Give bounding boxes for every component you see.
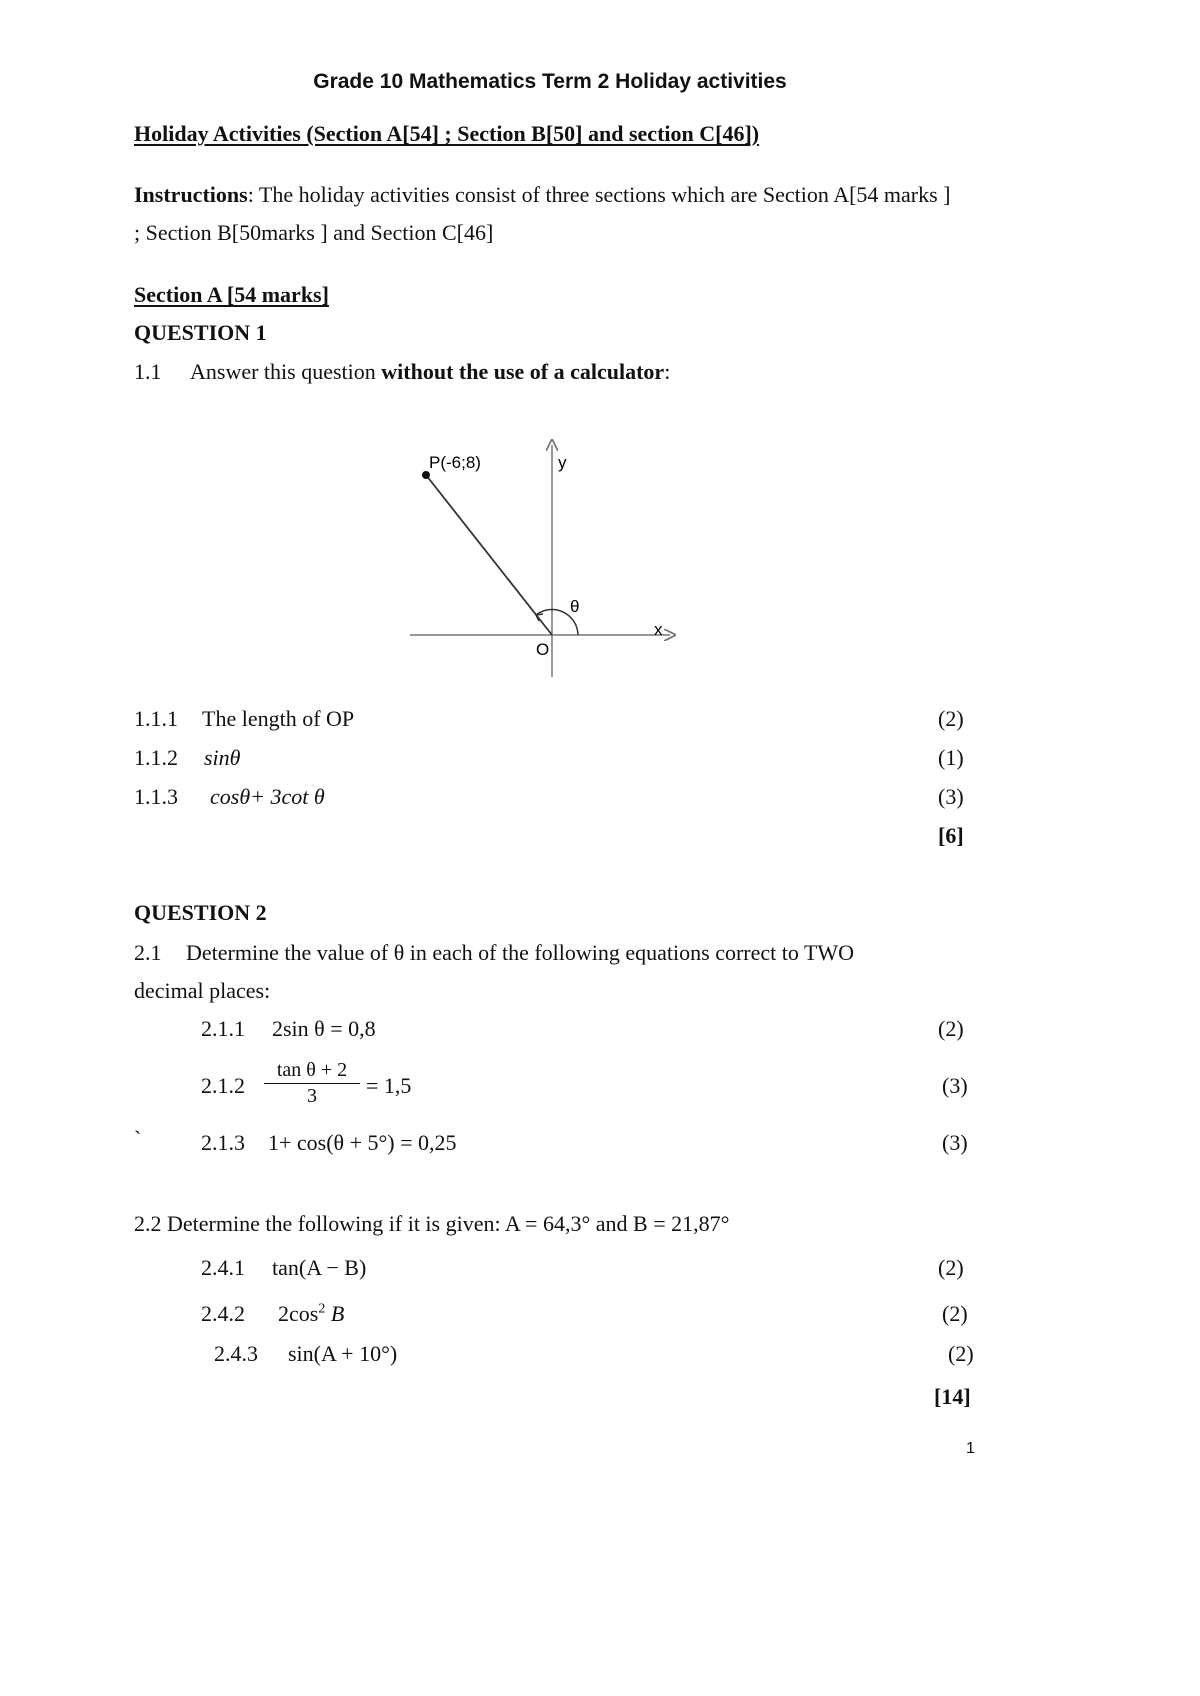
trig-diagram xyxy=(400,435,690,685)
fraction-numerator: tan θ + 2 xyxy=(264,1059,360,1084)
q2-item2-marks: (2) xyxy=(948,1341,974,1366)
q1-item-marks: (3) xyxy=(938,784,964,809)
q2-item2-marks: (2) xyxy=(938,1255,964,1280)
q2-intro-number: 2.1 xyxy=(134,940,162,965)
stray-mark: ` xyxy=(134,1126,142,1151)
fraction xyxy=(264,1059,360,1108)
q2-item2-num: 2.4.1 xyxy=(201,1255,245,1280)
q1-text-start: Answer this question xyxy=(190,359,382,384)
y-axis-label: y xyxy=(558,453,567,472)
cos-text: 2cos xyxy=(278,1301,319,1326)
cos-variable: B xyxy=(325,1301,345,1326)
q2-item-num: 2.1.2 xyxy=(201,1073,245,1098)
q1-item-num: 1.1.1 xyxy=(134,706,178,731)
q1-item-num: 1.1.3 xyxy=(134,784,178,809)
question-2-title: QUESTION 2 xyxy=(134,900,267,925)
q1-item-text: The length of OP xyxy=(202,706,355,731)
q2-item-num: 2.1.1 xyxy=(201,1016,245,1041)
instructions-line2: ; Section B[50marks ] and Section C[46] xyxy=(134,220,494,245)
q2-item-num: 2.1.3 xyxy=(201,1130,245,1155)
angle-label: θ xyxy=(570,597,580,616)
q1-item-num: 1.1.2 xyxy=(134,745,178,770)
q2-part2: 2.2 Determine the following if it is given: A = 64,3° and B = 21,87° xyxy=(134,1211,730,1236)
q1-item-text: cosθ+ 3cot θ xyxy=(210,784,325,809)
fraction-rhs: = 1,5 xyxy=(366,1073,412,1098)
q2-item-marks: (2) xyxy=(938,1016,964,1041)
q2-item2-marks: (2) xyxy=(942,1301,968,1326)
x-axis-label: x xyxy=(654,620,663,639)
op-line xyxy=(426,475,552,635)
q1-text-end: : xyxy=(664,359,671,384)
q1-item-text: sinθ xyxy=(204,745,241,770)
question-1-title: QUESTION 1 xyxy=(134,320,267,345)
q2-item-marks: (3) xyxy=(942,1130,968,1155)
q2-item2-num: 2.4.2 xyxy=(201,1301,245,1326)
question-2-total: [14] xyxy=(934,1384,971,1409)
q2-intro-line2: decimal places: xyxy=(134,978,271,1003)
section-heading: Holiday Activities (Section A[54] ; Section B[50] and section C[46]) xyxy=(134,121,760,146)
instructions-line1 xyxy=(134,182,951,208)
point-p xyxy=(422,471,430,479)
q1-text-bold: without the use of a calculator xyxy=(381,359,665,384)
q1-item-marks: (1) xyxy=(938,745,964,770)
cos-exponent: 2 xyxy=(318,1301,326,1317)
q2-item2-num: 2.4.3 xyxy=(214,1341,258,1366)
fraction-denominator: 3 xyxy=(307,1085,317,1107)
q2-item2-text: sin(A + 10°) xyxy=(288,1341,398,1366)
q2-item2-text xyxy=(278,1301,344,1327)
section-a-title: Section A [54 marks] xyxy=(134,282,329,307)
document-title: Grade 10 Mathematics Term 2 Holiday activities xyxy=(313,70,787,93)
q1-item-marks: (2) xyxy=(938,706,964,731)
point-p-label: P(-6;8) xyxy=(429,453,481,472)
question-1-total: [6] xyxy=(938,823,964,848)
instructions-text: : The holiday activities consist of three sections which are Section A[54 marks ] xyxy=(247,182,951,207)
page-number: 1 xyxy=(966,1440,975,1457)
q2-item2-text: tan(A − B) xyxy=(272,1255,367,1280)
question-1-1-number: 1.1 xyxy=(134,359,162,384)
origin-label: O xyxy=(536,640,550,659)
q2-intro-line1: Determine the value of θ in each of the following equations correct to TWO xyxy=(186,940,855,965)
q2-item-text: 1+ cos(θ + 5°) = 0,25 xyxy=(268,1130,457,1155)
question-1-1-text xyxy=(190,359,670,385)
q2-item-text: 2sin θ = 0,8 xyxy=(272,1016,376,1041)
instructions-label: Instructions xyxy=(134,182,248,207)
q2-item-marks: (3) xyxy=(942,1073,968,1098)
